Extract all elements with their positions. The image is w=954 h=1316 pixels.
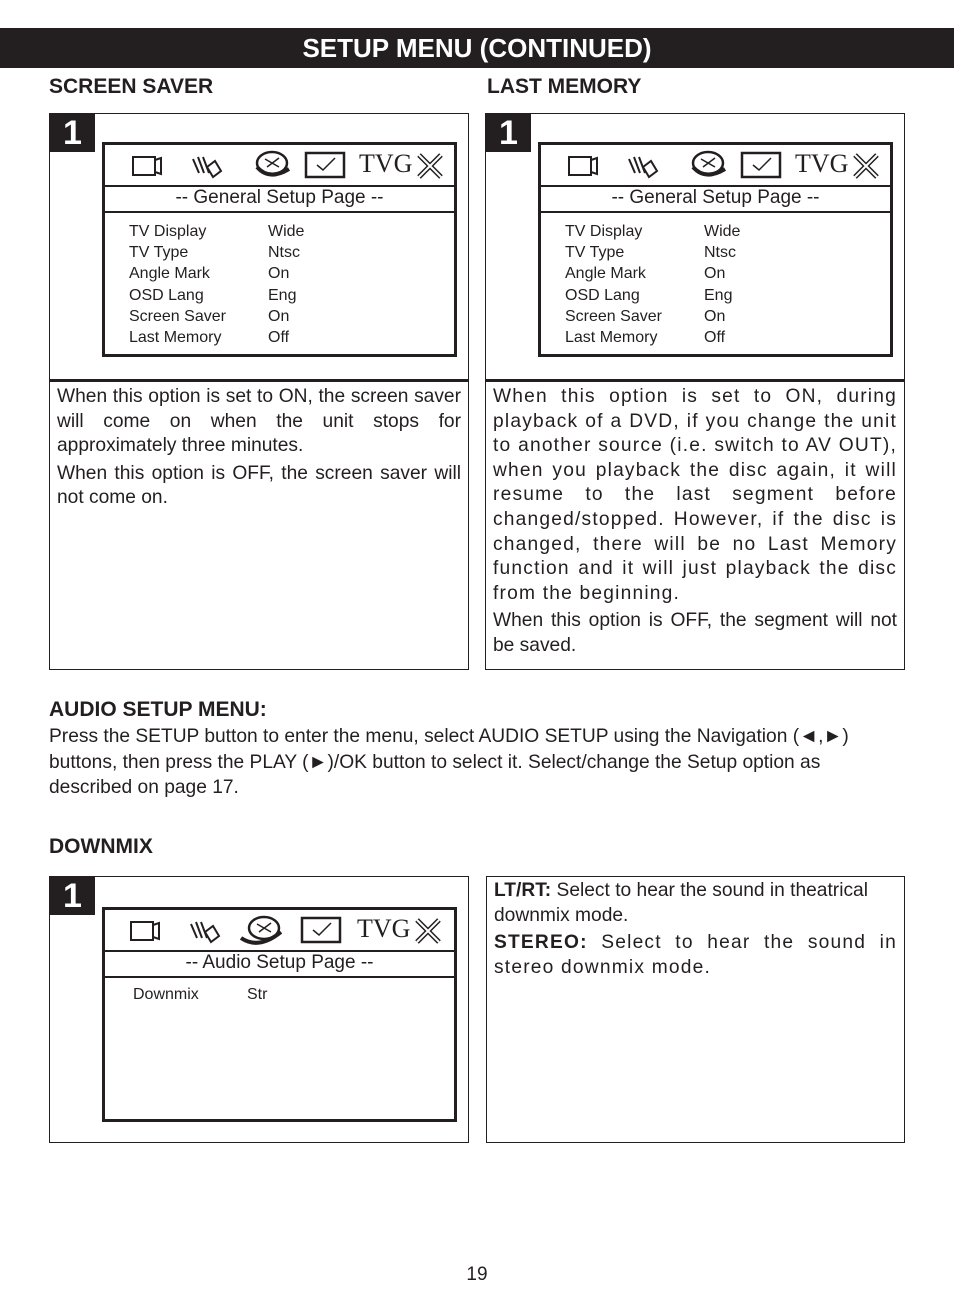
row-label: Angle Mark bbox=[565, 265, 646, 283]
tv-screen-icon bbox=[129, 910, 163, 950]
row-value: Wide bbox=[704, 223, 741, 240]
row-value: On bbox=[704, 265, 726, 283]
menu-page-title: -- General Setup Page -- bbox=[105, 187, 454, 213]
last-memory-description bbox=[486, 379, 904, 669]
menu-row-screen-saver[interactable] bbox=[129, 306, 304, 327]
menu-row-osd-lang[interactable] bbox=[565, 285, 740, 306]
menu-row-screen-saver[interactable] bbox=[565, 306, 740, 327]
tv-screen-icon bbox=[131, 145, 165, 185]
last-memory-heading: LAST MEMORY bbox=[487, 75, 642, 98]
menu-row-tv-type[interactable] bbox=[129, 242, 304, 263]
menu-row-last-memory[interactable] bbox=[129, 327, 304, 348]
row-label: OSD Lang bbox=[565, 286, 640, 304]
option-term: LT/RT: bbox=[494, 880, 552, 901]
menu-row-tv-display[interactable] bbox=[565, 221, 740, 242]
menu-row-osd-lang[interactable] bbox=[129, 285, 304, 306]
row-value: Ntsc bbox=[268, 244, 300, 262]
exit-x-icon bbox=[851, 145, 881, 185]
osd-menu-screen bbox=[102, 907, 457, 1122]
row-label: Downmix bbox=[133, 986, 199, 1003]
tv-screen-icon bbox=[567, 145, 601, 185]
row-value: On bbox=[268, 265, 290, 283]
description-paragraph: When this option is OFF, the segment will not be saved. bbox=[493, 610, 897, 656]
row-label: TV Display bbox=[129, 223, 207, 240]
dolby-disc-icon bbox=[687, 145, 727, 185]
menu-icon-bar bbox=[541, 145, 890, 187]
step-number: 1 bbox=[50, 877, 95, 915]
row-value: Str bbox=[247, 986, 268, 1003]
menu-row-angle-mark[interactable] bbox=[565, 263, 740, 284]
option-term: STEREO: bbox=[494, 932, 588, 954]
description-paragraph: When this option is OFF, the screen saver will not come on. bbox=[57, 462, 461, 509]
menu-rows bbox=[133, 984, 267, 1005]
row-value: On bbox=[268, 307, 290, 325]
menu-row-tv-display[interactable] bbox=[129, 221, 304, 242]
menu-rows bbox=[565, 221, 740, 348]
exit-x-icon bbox=[415, 145, 445, 185]
description-paragraph: When this option is set to ON, during playback of a DVD, if you change the unit to another source (i.e. switch to AV OUT), when you playback the disc again, it will resume to the last segment before changed/stopped. However, if the disc is changed, there will be no Last Memory function and it will just playback the disc from the beginning. bbox=[493, 386, 897, 604]
audio-setup-intro: Press the SETUP button to enter the menu, select AUDIO SETUP using the Navigation (◄,►) buttons, then press the PLAY (►)/OK button to select it. Select/change the Setup option as described on page 17. bbox=[49, 726, 849, 798]
row-value: Eng bbox=[268, 286, 297, 304]
video-preference-icon bbox=[739, 145, 785, 185]
video-preference-icon bbox=[299, 910, 345, 950]
menu-rows bbox=[129, 221, 304, 348]
row-label: Angle Mark bbox=[129, 265, 210, 283]
tvg-parental-icon: TVG bbox=[359, 149, 413, 178]
row-value: Eng bbox=[704, 286, 733, 304]
screen-saver-heading: SCREEN SAVER bbox=[49, 75, 214, 98]
osd-menu-screen bbox=[102, 142, 457, 357]
option-stereo bbox=[494, 931, 897, 980]
option-text: Select to hear the sound in theatrical downmix mode. bbox=[494, 880, 868, 926]
video-preference-icon bbox=[303, 145, 349, 185]
screen-saver-description bbox=[50, 379, 468, 669]
row-value: Off bbox=[268, 329, 290, 347]
row-label: Last Memory bbox=[129, 329, 222, 347]
exit-x-icon bbox=[413, 910, 443, 950]
row-label: TV Display bbox=[565, 223, 643, 240]
page-number: 19 bbox=[466, 1264, 488, 1285]
row-value: On bbox=[704, 307, 726, 325]
row-label: Last Memory bbox=[565, 329, 658, 347]
menu-icon-bar bbox=[105, 910, 454, 952]
option-text: Select to hear the sound in stereo downmix mode. bbox=[494, 932, 897, 978]
speaker-audio-icon bbox=[187, 910, 223, 950]
menu-row-tv-type[interactable] bbox=[565, 242, 740, 263]
page-banner: SETUP MENU (CONTINUED) bbox=[0, 28, 954, 68]
row-label: Screen Saver bbox=[129, 307, 226, 325]
speaker-audio-icon bbox=[625, 145, 661, 185]
downmix-heading: DOWNMIX bbox=[49, 835, 153, 858]
option-lt-rt bbox=[494, 879, 897, 928]
menu-row-downmix[interactable] bbox=[133, 984, 267, 1005]
menu-page-title: -- Audio Setup Page -- bbox=[105, 952, 454, 978]
dolby-disc-icon bbox=[237, 910, 283, 950]
menu-icon-bar bbox=[105, 145, 454, 187]
dolby-disc-icon bbox=[251, 145, 291, 185]
step-number: 1 bbox=[50, 114, 95, 152]
menu-page-title: -- General Setup Page -- bbox=[541, 187, 890, 213]
downmix-description bbox=[486, 876, 905, 1143]
tvg-parental-icon: TVG bbox=[795, 149, 849, 178]
row-label: TV Type bbox=[565, 244, 625, 262]
description-paragraph: When this option is set to ON, the screen saver will come on when the unit stops for approximately three minutes. bbox=[57, 386, 461, 457]
row-value: Off bbox=[704, 329, 726, 347]
audio-setup-heading: AUDIO SETUP MENU: bbox=[49, 698, 267, 721]
step-number: 1 bbox=[486, 114, 531, 152]
screen-saver-panel bbox=[49, 113, 469, 670]
menu-row-last-memory[interactable] bbox=[565, 327, 740, 348]
row-value: Ntsc bbox=[704, 244, 736, 262]
speaker-audio-icon bbox=[189, 145, 225, 185]
tvg-parental-icon: TVG bbox=[357, 914, 411, 943]
menu-row-angle-mark[interactable] bbox=[129, 263, 304, 284]
downmix-panel bbox=[49, 876, 469, 1143]
row-value: Wide bbox=[268, 223, 305, 240]
row-label: OSD Lang bbox=[129, 286, 204, 304]
row-label: Screen Saver bbox=[565, 307, 662, 325]
last-memory-panel bbox=[485, 113, 905, 670]
osd-menu-screen bbox=[538, 142, 893, 357]
row-label: TV Type bbox=[129, 244, 189, 262]
